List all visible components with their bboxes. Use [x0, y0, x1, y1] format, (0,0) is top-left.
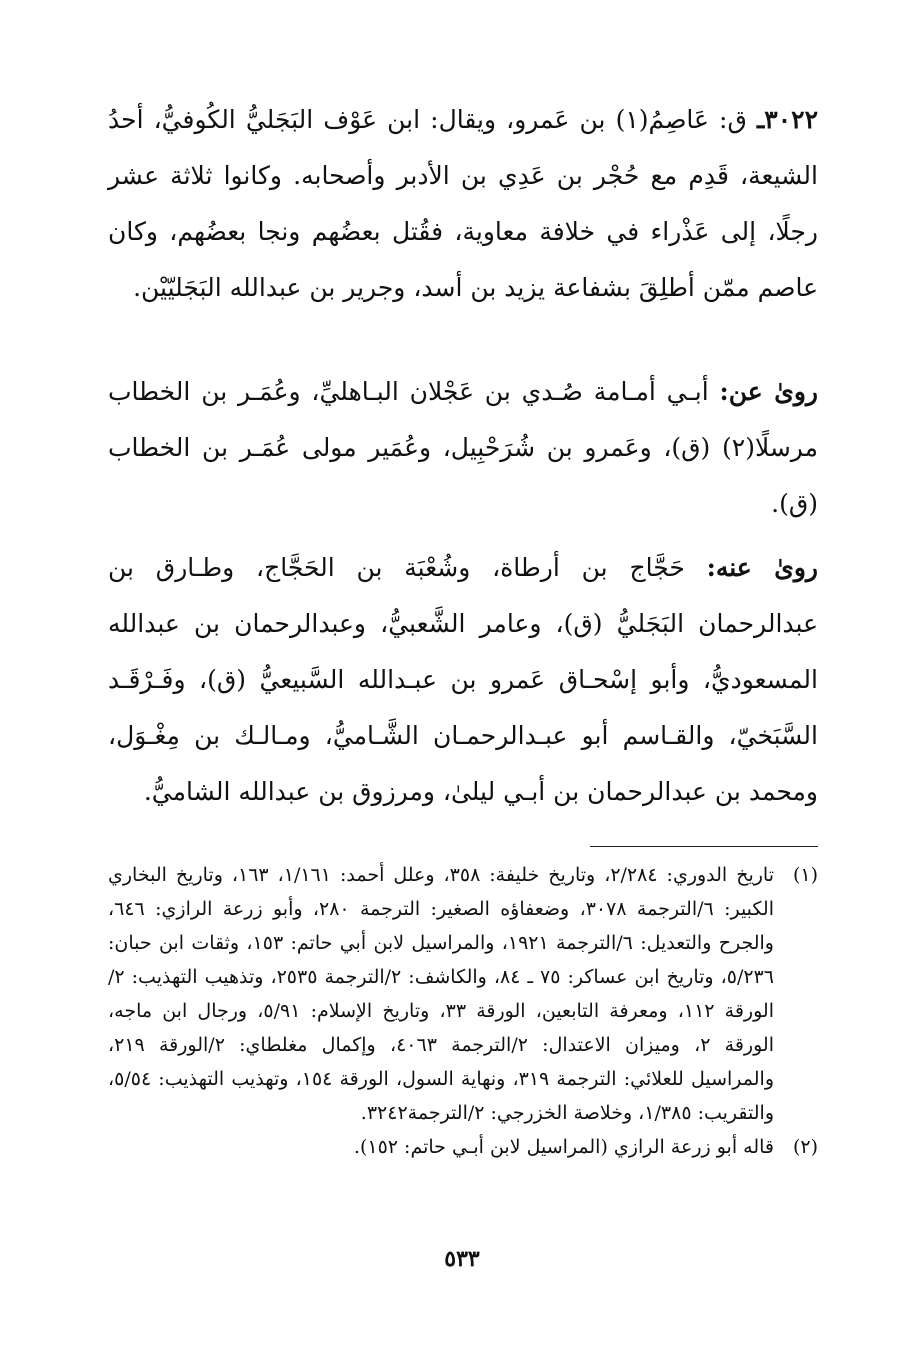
- page-number: ٥٣٣: [444, 1246, 480, 1272]
- footnote-marker: (٢): [792, 1136, 818, 1158]
- footnote-text: تاريخ الدوري: ٢/٢٨٤، وتاريخ خليفة: ٣٥٨، وعلل أحمد: ١/١٦١، ١٦٣، وتاريخ البخاري الكبير: ٦/الترجمة ٣٠٧٨، وضعفاؤه الصغير: الترجمة ٢٨٠، وأبو زرعة الرازي: ٦٤٦، والجرح والتعديل: ٦/الترجمة ١٩٢١، والمراسيل لابن أبي حاتم: ١٥٣، وثقات ابن حبان: ٥/٢٣٦، وتاريخ ابن عساكر: ٧٥ ـ ٨٤، والكاشف: ٢/الترجمة ٢٥٣٥، وتذهيب التهذيب: ٢/الورقة ١١٢، ومعرفة التابعين، الورقة ٣٣، وتاريخ الإسلام: ٥/٩١، ورجال ابن ماجه، الورقة ٢، وميزان الاعتدال: ٢/الترجمة ٤٠٦٣، وإكمال مغلطاي: ٢/الورقة ٢١٩، والمراسيل للعلائي: الترجمة ٣١٩، ونهاية السول، الورقة ١٥٤، وتهذيب التهذيب: ٥/٥٤، والتقريب: ١/٣٨٥، وخلاصة الخزرجي: ٢/الترجمة٣٢٤٢.: [108, 864, 775, 1124]
- footnote-1: [108, 858, 818, 1130]
- narrated-from-heading: روىٰ عن:: [719, 377, 819, 406]
- narrated-by-section: [108, 540, 818, 820]
- narrated-by-text: حَجَّاج بن أرطاة، وشُعْبَة بن الحَجَّاج، وطـارق بن عبدالرحمان البَجَليُّ (ق)، وعامر الشَّعبيُّ، وعبدالرحمان بن عبدالله المسعوديُّ، وأبو إسْحـاق عَمرو بن عبـدالله السَّبيعيُّ (ق)، وفَـرْقَـد السَّبَخيّ، والقـاسم أبو عبـدالرحمـان الشَّـاميُّ، ومـالـك بن مِغْـوَل، ومحمد بن عبدالرحمان بن أبـي ليلىٰ، ومرزوق بن عبدالله الشاميُّ.: [108, 553, 818, 806]
- narrated-by-heading: روىٰ عنه:: [706, 553, 819, 582]
- narrated-from-text: أبـي أمـامة صُـدي بن عَجْلان البـاهليِّ، وعُمَـر بن الخطاب مرسلًا(٢) (ق)، وعَمرو بن شُرَحْبِيل، وعُمَير مولى عُمَـر بن الخطاب (ق).: [108, 377, 818, 518]
- footnotes: [108, 858, 818, 1164]
- entry-number: ٣٠٢٢ـ: [756, 105, 819, 134]
- footnote-divider: [590, 846, 818, 847]
- entry-text: ق: عَاصِمُ(١) بن عَمرو، ويقال: ابن عَوْف البَجَليُّ الكُوفيُّ، أحدُ الشيعة، قَدِم مع حُجْر بن عَدِي بن الأدبر وأصحابه. وكانوا ثلاثة عشر رجلًا، إلى عَذْراء في خلافة معاوية، فقُتل بعضُهم ونجا بعضُهم، وكان عاصم ممّن أطلِقَ بشفاعة يزيد بن أسد، وجرير بن عبدالله البَجَليّيْن.: [108, 105, 818, 302]
- footnote-marker: (١): [792, 864, 818, 886]
- footnote-2: [108, 1130, 818, 1164]
- narrated-from-section: [108, 364, 818, 532]
- biography-entry: [108, 92, 818, 316]
- footnote-text: قاله أبو زرعة الرازي (المراسيل لابن أبـي حاتم: ١٥٢).: [353, 1136, 774, 1158]
